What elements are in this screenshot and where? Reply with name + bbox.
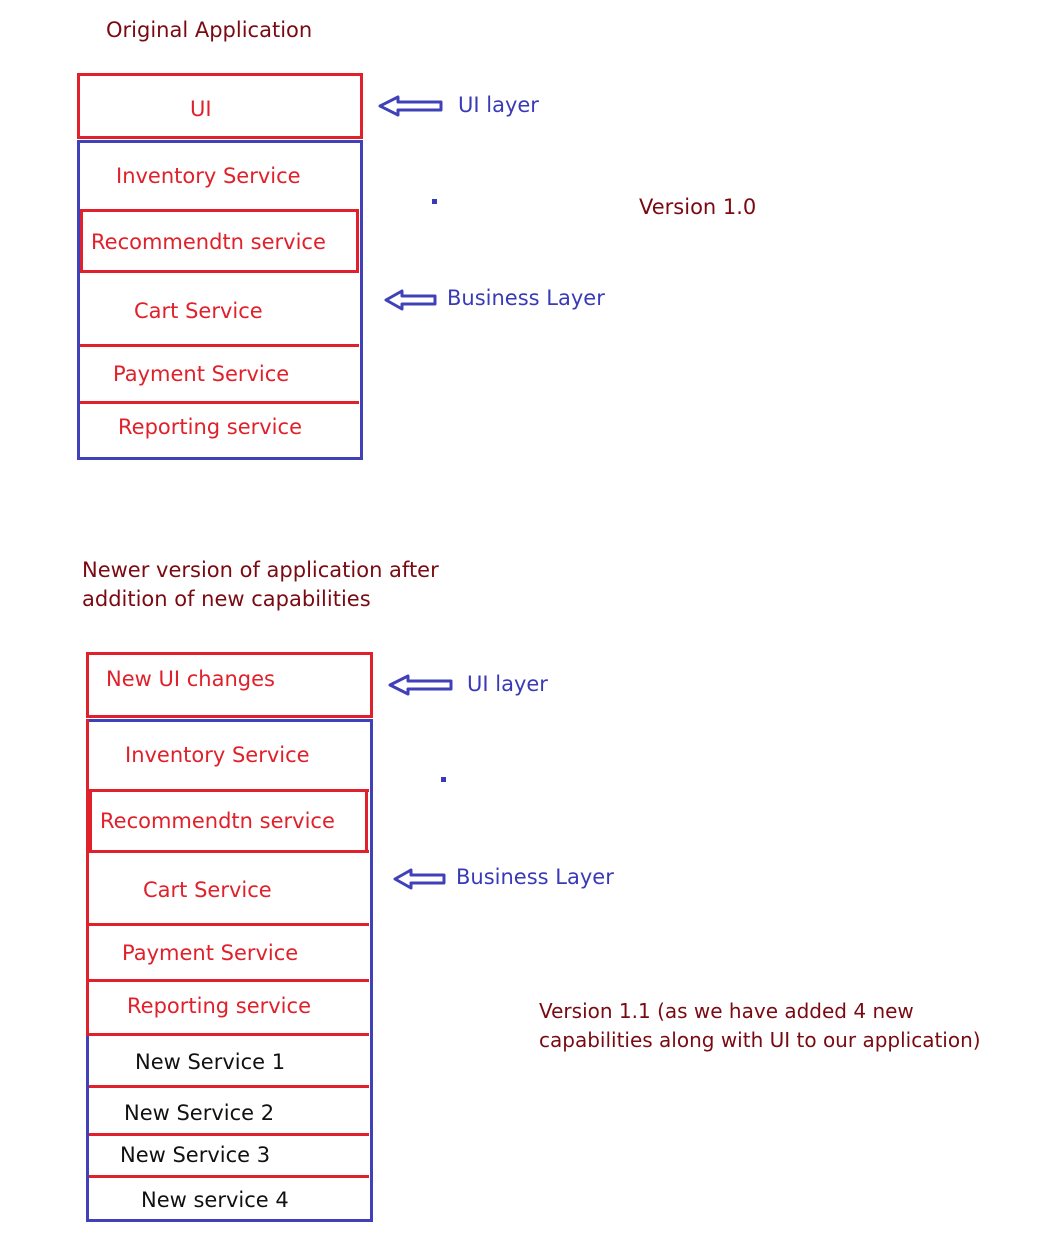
newer-new-service-3: New Service 3 <box>120 1143 271 1167</box>
original-version: Version 1.0 <box>639 195 757 219</box>
original-ui-box <box>77 73 363 139</box>
newer-service-reporting: Reporting service <box>127 994 311 1018</box>
newer-ui-label: New UI changes <box>106 667 275 691</box>
original-business-layer-label: Business Layer <box>447 286 605 310</box>
original-service-cart: Cart Service <box>134 299 263 323</box>
arrow-left-icon <box>384 289 438 311</box>
arrow-left-icon <box>378 95 444 117</box>
newer-new-service-2: New Service 2 <box>124 1101 275 1125</box>
newer-heading-line1: Newer version of application after <box>82 558 439 582</box>
newer-service-cart: Cart Service <box>143 878 272 902</box>
original-service-payment: Payment Service <box>113 362 290 386</box>
stray-dot <box>432 199 437 204</box>
newer-ui-layer-label: UI layer <box>467 672 548 696</box>
original-service-recommendation: Recommendtn service <box>91 230 326 254</box>
newer-version-line2: capabilities along with UI to our application) <box>539 1028 981 1052</box>
newer-version-line1: Version 1.1 (as we have added 4 new <box>539 999 914 1023</box>
newer-business-layer-label: Business Layer <box>456 865 614 889</box>
newer-service-inventory: Inventory Service <box>125 743 310 767</box>
original-ui-label: UI <box>190 97 212 121</box>
stray-dot <box>441 777 446 782</box>
original-ui-layer-label: UI layer <box>458 93 539 117</box>
newer-new-service-1: New Service 1 <box>135 1050 286 1074</box>
newer-new-service-4: New service 4 <box>141 1188 289 1212</box>
arrow-left-icon <box>393 868 447 890</box>
arrow-left-icon <box>388 674 454 696</box>
original-service-reporting: Reporting service <box>118 415 302 439</box>
newer-heading-line2: addition of new capabilities <box>82 587 371 611</box>
original-heading: Original Application <box>106 18 313 42</box>
original-service-inventory: Inventory Service <box>116 164 301 188</box>
newer-service-recommendation: Recommendtn service <box>100 809 335 833</box>
newer-service-payment: Payment Service <box>122 941 299 965</box>
